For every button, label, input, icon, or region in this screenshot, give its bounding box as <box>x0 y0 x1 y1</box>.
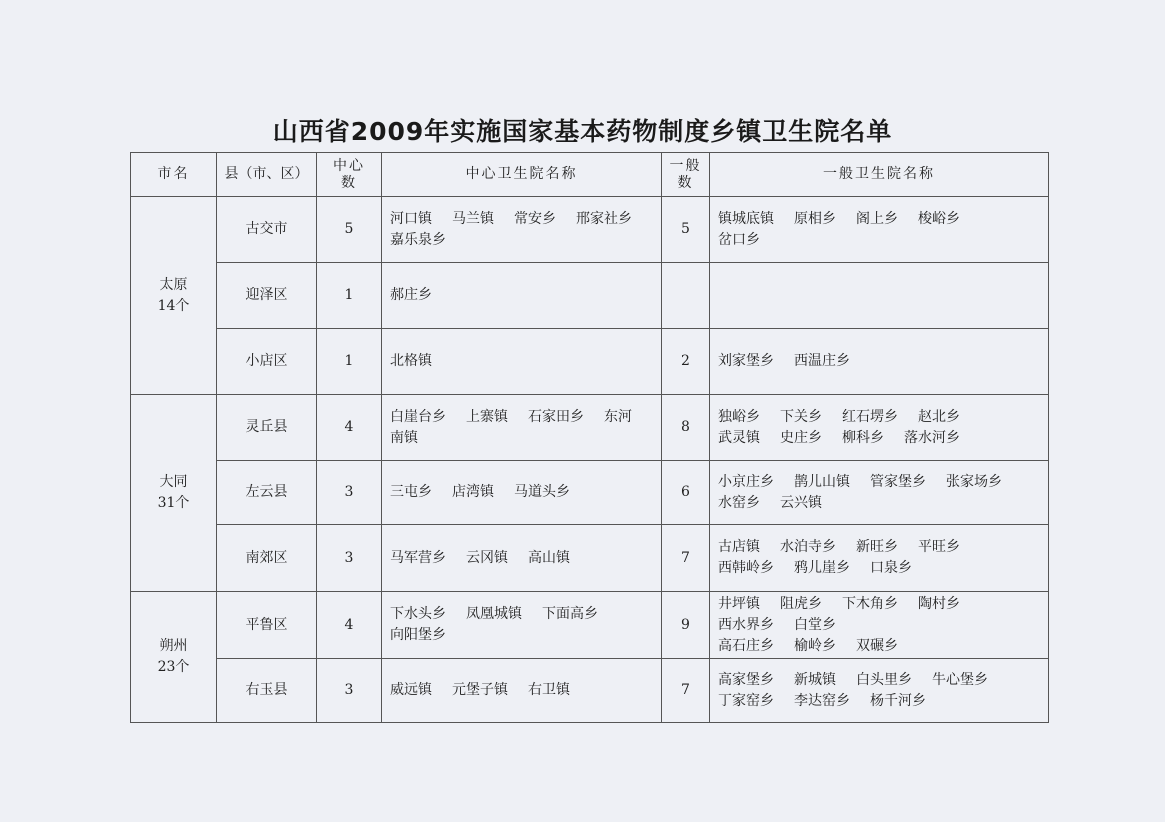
facility-name: 右卫镇 <box>528 682 570 698</box>
name-line <box>718 407 1044 428</box>
general-names <box>710 461 1049 525</box>
general-count: 9 <box>662 592 710 659</box>
facility-name: 高山镇 <box>528 549 570 566</box>
table-row <box>131 329 1049 395</box>
facility-name: 新城镇 <box>794 671 836 688</box>
facility-name: 威远镇 <box>390 682 432 698</box>
center-names <box>382 461 662 525</box>
county-name: 小店区 <box>217 329 317 395</box>
name-line <box>390 548 657 569</box>
facility-name: 下水头乡 <box>390 606 446 622</box>
center-count: 1 <box>317 263 382 329</box>
facility-name: 马道头乡 <box>514 484 570 500</box>
name-line <box>390 209 657 230</box>
facility-name: 向阳堡乡 <box>390 627 446 643</box>
general-names <box>710 395 1049 461</box>
facility-name: 高家堡乡 <box>718 671 774 688</box>
facility-name: 嘉乐泉乡 <box>390 231 446 248</box>
facility-name: 马兰镇 <box>452 210 494 227</box>
center-names <box>382 329 662 395</box>
facility-name: 邢家社乡 <box>576 210 632 227</box>
header-county: 县（市、区） <box>217 153 317 197</box>
name-line <box>718 537 1044 558</box>
center-count: 1 <box>317 329 382 395</box>
table-row <box>131 525 1049 592</box>
name-line <box>718 351 1044 372</box>
name-line <box>390 285 657 306</box>
general-names <box>710 659 1049 723</box>
city-name: 朔州 <box>159 638 188 654</box>
name-line <box>390 482 657 503</box>
center-count: 3 <box>317 461 382 525</box>
facility-name: 元堡子镇 <box>452 682 508 698</box>
general-count: 6 <box>662 461 710 525</box>
facility-name: 白崖台乡 <box>390 408 446 425</box>
facility-name: 高石庄乡 <box>718 637 774 654</box>
name-line <box>718 230 1044 251</box>
header-center-names: 中心卫生院名称 <box>382 153 662 197</box>
table-row <box>131 263 1049 329</box>
facility-name: 榆岭乡 <box>794 637 836 654</box>
page-title: 山西省2009年实施国家基本药物制度乡镇卫生院名单 <box>272 117 893 146</box>
facility-name: 牛心堡乡 <box>932 671 988 688</box>
city-total: 31个 <box>157 495 190 511</box>
facility-name: 下关乡 <box>780 408 822 425</box>
health-center-table <box>130 152 1049 723</box>
facility-name: 陶村乡 <box>918 595 960 612</box>
header-center-count-line2: 数 <box>341 174 357 191</box>
facility-name: 北格镇 <box>390 353 432 369</box>
facility-name: 西水界乡 <box>718 616 774 633</box>
name-line <box>390 625 657 646</box>
facility-name: 凤凰城镇 <box>466 606 522 622</box>
facility-name: 常安乡 <box>514 210 556 227</box>
name-line <box>718 636 1044 657</box>
county-name: 平鲁区 <box>217 592 317 659</box>
table-row <box>131 461 1049 525</box>
name-line <box>390 428 657 449</box>
facility-name: 鹊儿山镇 <box>794 473 850 490</box>
facility-name: 平旺乡 <box>918 539 960 555</box>
facility-name: 双碾乡 <box>856 637 898 654</box>
facility-name: 石家田乡 <box>528 408 584 425</box>
facility-name: 河口镇 <box>390 210 432 227</box>
name-line <box>718 615 1044 636</box>
center-count: 5 <box>317 197 382 263</box>
name-line <box>390 680 657 701</box>
general-names <box>710 525 1049 592</box>
general-names <box>710 197 1049 263</box>
name-line <box>718 209 1044 230</box>
facility-name: 红石塄乡 <box>842 408 898 425</box>
facility-name: 口泉乡 <box>870 560 912 576</box>
center-names <box>382 525 662 592</box>
general-count: 5 <box>662 197 710 263</box>
facility-name: 店湾镇 <box>452 484 494 500</box>
facility-name: 李达窑乡 <box>794 692 850 709</box>
facility-name: 南镇 <box>390 429 418 446</box>
general-count: 8 <box>662 395 710 461</box>
facility-name: 鸦儿崖乡 <box>794 560 850 576</box>
facility-name: 古店镇 <box>718 539 760 555</box>
table-row <box>131 659 1049 723</box>
header-center-count <box>317 153 382 197</box>
header-general-count-line1: 一般 <box>669 157 702 174</box>
facility-name: 白头里乡 <box>856 671 912 688</box>
table-body <box>131 197 1049 723</box>
header-general-count <box>662 153 710 197</box>
name-line <box>390 351 657 372</box>
general-count: 7 <box>662 659 710 723</box>
general-count <box>662 263 710 329</box>
city-cell <box>131 592 217 723</box>
facility-name: 独峪乡 <box>718 408 760 425</box>
general-names <box>710 329 1049 395</box>
facility-name: 武灵镇 <box>718 429 760 446</box>
facility-name: 西温庄乡 <box>794 353 850 369</box>
header-city: 市名 <box>131 153 217 197</box>
facility-name: 马军营乡 <box>390 549 446 566</box>
city-name: 太原 <box>159 276 188 293</box>
center-count: 3 <box>317 659 382 723</box>
name-line <box>718 472 1044 493</box>
name-line <box>718 594 1044 615</box>
county-name: 迎泽区 <box>217 263 317 329</box>
header-general-count-line2: 数 <box>677 174 694 191</box>
county-name: 右玉县 <box>217 659 317 723</box>
county-name: 左云县 <box>217 461 317 525</box>
facility-name: 梭峪乡 <box>918 210 960 227</box>
facility-name: 云冈镇 <box>466 549 508 566</box>
facility-name: 杨千河乡 <box>870 692 926 709</box>
name-line <box>718 493 1044 514</box>
county-name: 古交市 <box>217 197 317 263</box>
facility-name: 小京庄乡 <box>718 473 774 490</box>
table-row <box>131 395 1049 461</box>
general-names <box>710 592 1049 659</box>
center-count: 4 <box>317 592 382 659</box>
name-line <box>718 558 1044 579</box>
facility-name: 赵北乡 <box>918 408 960 425</box>
center-names <box>382 659 662 723</box>
city-cell <box>131 395 217 592</box>
facility-name: 水窑乡 <box>718 494 760 511</box>
facility-name: 丁家窑乡 <box>718 692 774 709</box>
name-line <box>718 428 1044 449</box>
county-name: 灵丘县 <box>217 395 317 461</box>
header-center-count-line1: 中心 <box>333 157 365 174</box>
city-total: 14个 <box>157 297 190 314</box>
facility-name: 郝庄乡 <box>390 287 432 303</box>
table-row <box>131 592 1049 659</box>
facility-name: 张家场乡 <box>946 473 1002 490</box>
facility-name: 落水河乡 <box>904 429 960 446</box>
facility-name: 下面高乡 <box>542 606 598 622</box>
facility-name: 史庄乡 <box>780 429 822 446</box>
facility-name: 下木角乡 <box>842 595 898 612</box>
facility-name: 镇城底镇 <box>718 210 774 227</box>
facility-name: 阁上乡 <box>856 210 898 227</box>
name-line <box>390 407 657 428</box>
facility-name: 岔口乡 <box>718 231 760 248</box>
general-count: 7 <box>662 525 710 592</box>
facility-name: 阻虎乡 <box>780 595 822 612</box>
facility-name: 上寨镇 <box>466 408 508 425</box>
name-line <box>718 691 1044 712</box>
facility-name: 井坪镇 <box>718 595 760 612</box>
facility-name: 三屯乡 <box>390 484 432 500</box>
center-names <box>382 395 662 461</box>
center-names <box>382 592 662 659</box>
general-count: 2 <box>662 329 710 395</box>
facility-name: 水泊寺乡 <box>780 539 836 555</box>
center-names <box>382 263 662 329</box>
facility-name: 西韩岭乡 <box>718 560 774 576</box>
table-row <box>131 197 1049 263</box>
center-count: 3 <box>317 525 382 592</box>
facility-name: 新旺乡 <box>856 539 898 555</box>
facility-name: 管家堡乡 <box>870 473 926 490</box>
city-name: 大同 <box>159 474 188 490</box>
center-names <box>382 197 662 263</box>
name-line <box>390 604 657 625</box>
facility-name: 白堂乡 <box>794 616 836 633</box>
center-count: 4 <box>317 395 382 461</box>
facility-name: 东河 <box>604 408 632 425</box>
general-names <box>710 263 1049 329</box>
facility-name: 云兴镇 <box>780 494 822 511</box>
county-name: 南郊区 <box>217 525 317 592</box>
city-total: 23个 <box>157 659 190 675</box>
facility-name: 柳科乡 <box>842 429 884 446</box>
name-line <box>718 670 1044 691</box>
name-line <box>390 230 657 251</box>
header-general-names: 一般卫生院名称 <box>710 153 1049 197</box>
facility-name: 刘家堡乡 <box>718 353 774 369</box>
city-cell <box>131 197 217 395</box>
header-row <box>131 153 1049 197</box>
facility-name: 原相乡 <box>794 210 836 227</box>
